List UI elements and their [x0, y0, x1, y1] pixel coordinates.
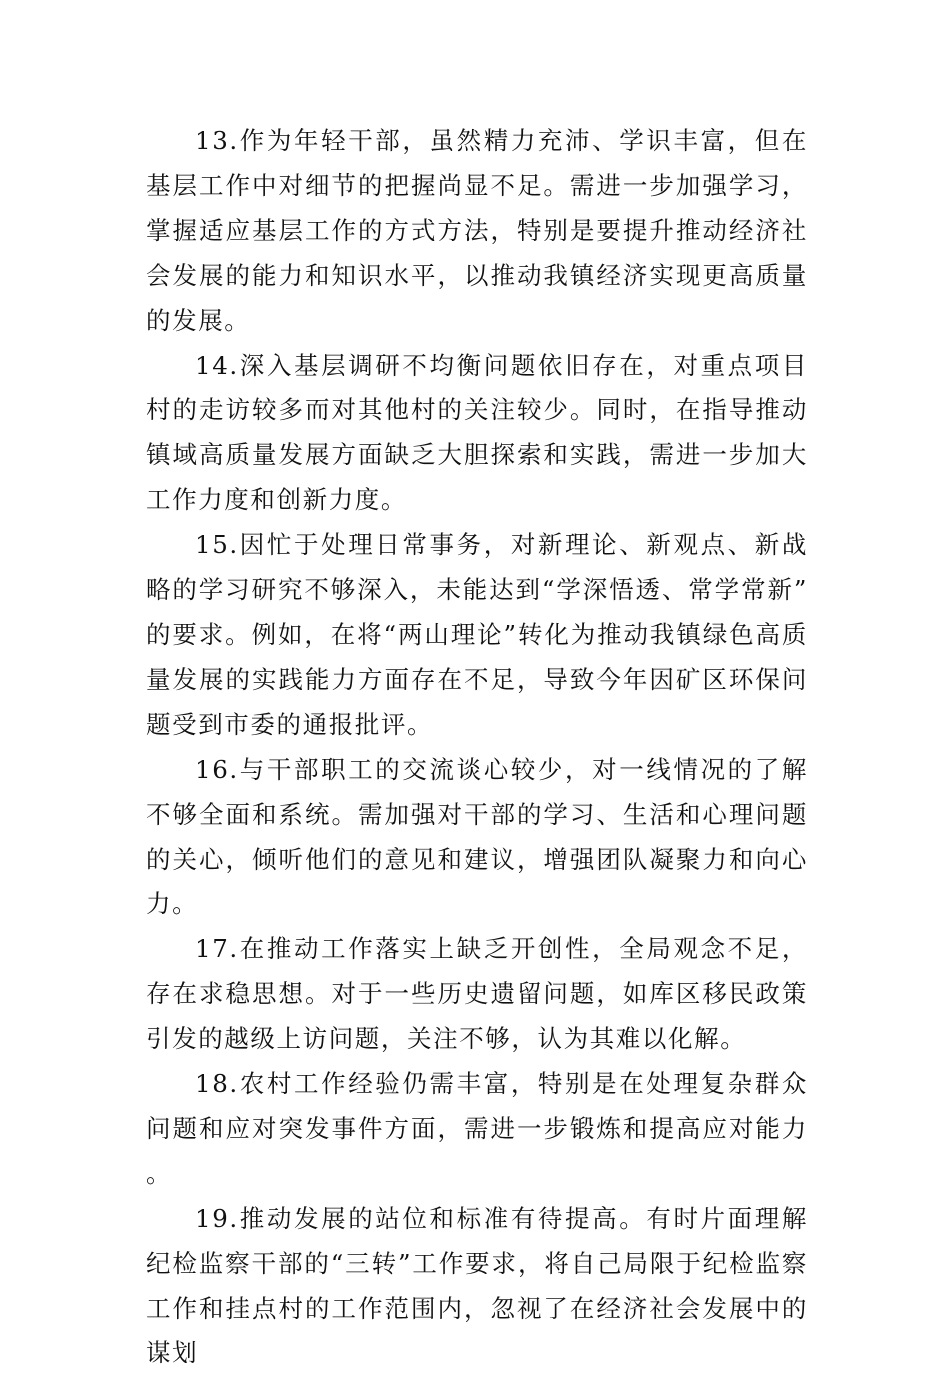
paragraph-15: 15.因忙于处理日常事务，对新理论、新观点、新战略的学习研究不够深入，未能达到“学深悟透、常学常新”的要求。例如，在将“两山理论”转化为推动我镇绿色高质量发展的实践能力方面存在不足，导致今年因矿区环保问题受到市委的通报批评。: [146, 530, 808, 739]
paragraph-16: 16.与干部职工的交流谈心较少，对一线情况的了解不够全面和系统。需加强对干部的学习、生活和心理问题的关心，倾听他们的意见和建议，增强团队凝聚力和向心力。: [146, 754, 808, 919]
paragraph-17: 17.在推动工作落实上缺乏开创性，全局观念不足，存在求稳思想。对于一些历史遗留问题，如库区移民政策引发的越级上访问题，关注不够，认为其难以化解。: [146, 934, 808, 1054]
paragraph-18: 18.农村工作经验仍需丰富，特别是在处理复杂群众问题和应对突发事件方面，需进一步锻炼和提高应对能力。: [146, 1069, 808, 1188]
paragraph-19: 19.推动发展的站位和标准有待提高。有时片面理解纪检监察干部的“三转”工作要求，将自己局限于纪检监察工作和挂点村的工作范围内，忽视了在经济社会发展中的谋划: [146, 1203, 808, 1368]
paragraph-14: 14.深入基层调研不均衡问题依旧存在，对重点项目村的走访较多而对其他村的关注较少。同时，在指导推动镇域高质量发展方面缺乏大胆探索和实践，需进一步加大工作力度和创新力度。: [146, 350, 808, 515]
paragraph-13: 13.作为年轻干部，虽然精力充沛、学识丰富，但在基层工作中对细节的把握尚显不足。需进一步加强学习，掌握适应基层工作的方式方法，特别是要提升推动经济社会发展的能力和知识水平，以推动我镇经济实现更高质量的发展。: [146, 126, 808, 335]
document-body: [146, 119, 808, 1376]
